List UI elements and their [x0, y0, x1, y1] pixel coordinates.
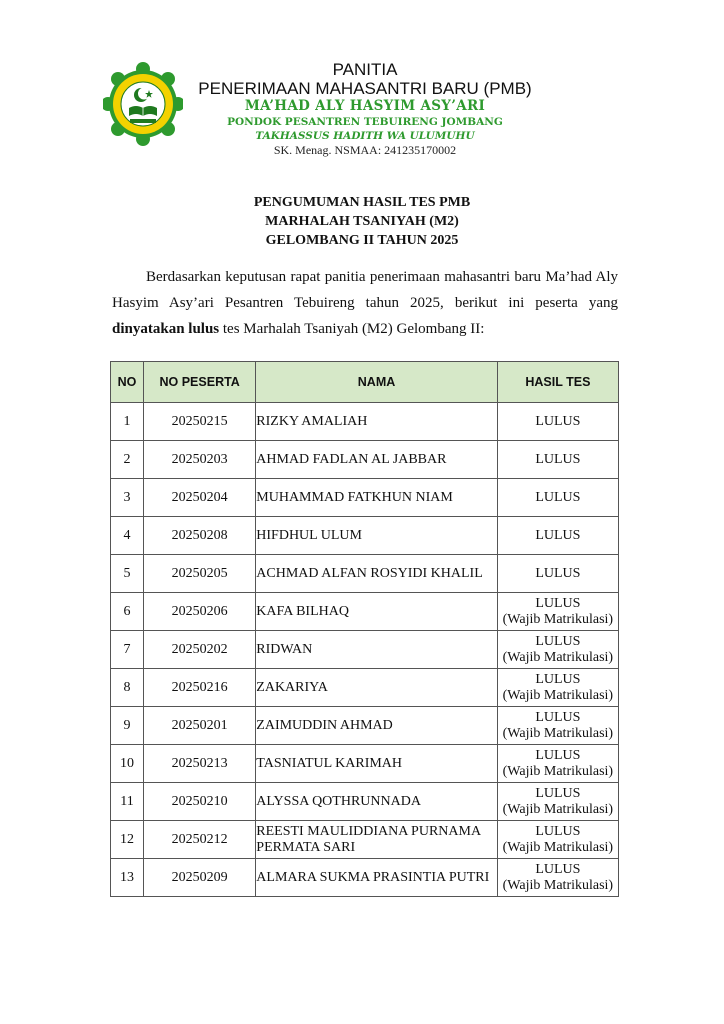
result-note: (Wajib Matrikulasi) [502, 877, 614, 893]
participant-name: ACHMAD ALFAN ROSYIDI KHALIL [256, 555, 497, 593]
test-result [497, 593, 618, 631]
participant-name: HIFDHUL ULUM [256, 517, 497, 555]
participant-number: 20250206 [144, 593, 256, 631]
test-result [497, 821, 618, 859]
table-row [111, 821, 619, 859]
row-number: 13 [111, 859, 144, 897]
table-row [111, 631, 619, 669]
header-peserta: NO PESERTA [144, 362, 256, 403]
institution-logo [103, 62, 183, 146]
intro-text-1: Berdasarkan keputusan rapat panitia penerimaan mahasantri baru Ma’had Aly Hasyim Asy’ari Pesantren Tebuireng tahun 2025, berikut ini peserta yang [112, 269, 618, 311]
intro-bold: dinyatakan lulus [112, 321, 220, 337]
participant-name: ZAKARIYA [256, 669, 497, 707]
row-number: 4 [111, 517, 144, 555]
table-row [111, 783, 619, 821]
result-status: LULUS [535, 489, 581, 505]
result-note: (Wajib Matrikulasi) [502, 611, 614, 627]
table-row [111, 517, 619, 555]
participant-name: ALYSSA QOTHRUNNADA [256, 783, 497, 821]
participant-number: 20250204 [144, 479, 256, 517]
result-status: LULUS [535, 595, 581, 611]
participant-number: 20250215 [144, 403, 256, 441]
row-number: 6 [111, 593, 144, 631]
test-result [497, 783, 618, 821]
row-number: 2 [111, 441, 144, 479]
test-result [497, 555, 618, 593]
participant-number: 20250209 [144, 859, 256, 897]
row-number: 11 [111, 783, 144, 821]
table-row [111, 555, 619, 593]
intro-text-2: tes Marhalah Tsaniyah (M2) Gelombang II: [219, 321, 485, 337]
participant-number: 20250216 [144, 669, 256, 707]
test-result [497, 479, 618, 517]
row-number: 9 [111, 707, 144, 745]
title-line-1: PENGUMUMAN HASIL TES PMB [253, 195, 471, 210]
title-line-3: GELOMBANG II TAHUN 2025 [265, 233, 459, 248]
participant-name: ZAIMUDDIN AHMAD [256, 707, 497, 745]
table-row [111, 707, 619, 745]
row-number: 12 [111, 821, 144, 859]
participant-name: MUHAMMAD FATKHUN NIAM [256, 479, 497, 517]
title-line-2: MARHALAH TSANIYAH (M2) [265, 214, 459, 229]
result-status: LULUS [535, 861, 581, 877]
participant-number: 20250210 [144, 783, 256, 821]
row-number: 1 [111, 403, 144, 441]
test-result [497, 517, 618, 555]
table-row [111, 403, 619, 441]
result-status: LULUS [535, 671, 581, 687]
test-result [497, 669, 618, 707]
header-nama: NAMA [256, 362, 497, 403]
institution-name: MA’HAD ALY HASYIM ASY’ARI [244, 98, 486, 114]
table-row [111, 859, 619, 897]
test-result [497, 403, 618, 441]
result-note: (Wajib Matrikulasi) [502, 725, 614, 741]
participant-number: 20250208 [144, 517, 256, 555]
test-result [497, 631, 618, 669]
participant-number: 20250213 [144, 745, 256, 783]
row-number: 8 [111, 669, 144, 707]
row-number: 7 [111, 631, 144, 669]
letterhead [0, 0, 724, 165]
row-number: 10 [111, 745, 144, 783]
result-status: LULUS [535, 633, 581, 649]
table-header-row [111, 362, 619, 403]
result-status: LULUS [535, 565, 581, 581]
result-note: (Wajib Matrikulasi) [502, 763, 614, 779]
result-note: (Wajib Matrikulasi) [502, 801, 614, 817]
results-table [110, 361, 619, 897]
table-row [111, 441, 619, 479]
participant-number: 20250212 [144, 821, 256, 859]
test-result [497, 745, 618, 783]
test-result [497, 707, 618, 745]
table-row [111, 669, 619, 707]
letterhead-text [190, 60, 540, 158]
participant-number: 20250203 [144, 441, 256, 479]
table-row [111, 593, 619, 631]
result-note: (Wajib Matrikulasi) [502, 839, 614, 855]
pesantren-name: PONDOK PESANTREN TEBUIRENG JOMBANG [227, 116, 503, 128]
result-status: LULUS [535, 451, 581, 467]
result-status: LULUS [535, 709, 581, 725]
participant-number: 20250202 [144, 631, 256, 669]
result-status: LULUS [535, 785, 581, 801]
result-status: LULUS [535, 823, 581, 839]
result-status: LULUS [535, 527, 581, 543]
participant-name: KAFA BILHAQ [256, 593, 497, 631]
table-row [111, 479, 619, 517]
header-hasil: HASIL TES [497, 362, 618, 403]
decree-number: SK. Menag. NSMAA: 241235170002 [273, 143, 457, 157]
result-note: (Wajib Matrikulasi) [502, 649, 614, 665]
participant-number: 20250201 [144, 707, 256, 745]
committee-name: PENERIMAAN MAHASANTRI BARU (PMB) [198, 79, 532, 98]
participant-name: RIDWAN [256, 631, 497, 669]
result-status: LULUS [535, 413, 581, 429]
committee-label: PANITIA [332, 60, 398, 79]
participant-name: RIZKY AMALIAH [256, 403, 497, 441]
participant-number: 20250205 [144, 555, 256, 593]
test-result [497, 441, 618, 479]
row-number: 3 [111, 479, 144, 517]
test-result [497, 859, 618, 897]
row-number: 5 [111, 555, 144, 593]
participant-name: REESTI MAULIDDIANA PURNAMA PERMATA SARI [256, 821, 497, 859]
announcement-title [0, 193, 724, 250]
result-note: (Wajib Matrikulasi) [502, 687, 614, 703]
header-no: NO [111, 362, 144, 403]
intro-paragraph [112, 264, 618, 342]
table-row [111, 745, 619, 783]
participant-name: TASNIATUL KARIMAH [256, 745, 497, 783]
result-status: LULUS [535, 747, 581, 763]
participant-name: ALMARA SUKMA PRASINTIA PUTRI [256, 859, 497, 897]
takhassus-name: TAKHASSUS HADITH WA ULUMUHU [255, 130, 475, 142]
participant-name: AHMAD FADLAN AL JABBAR [256, 441, 497, 479]
